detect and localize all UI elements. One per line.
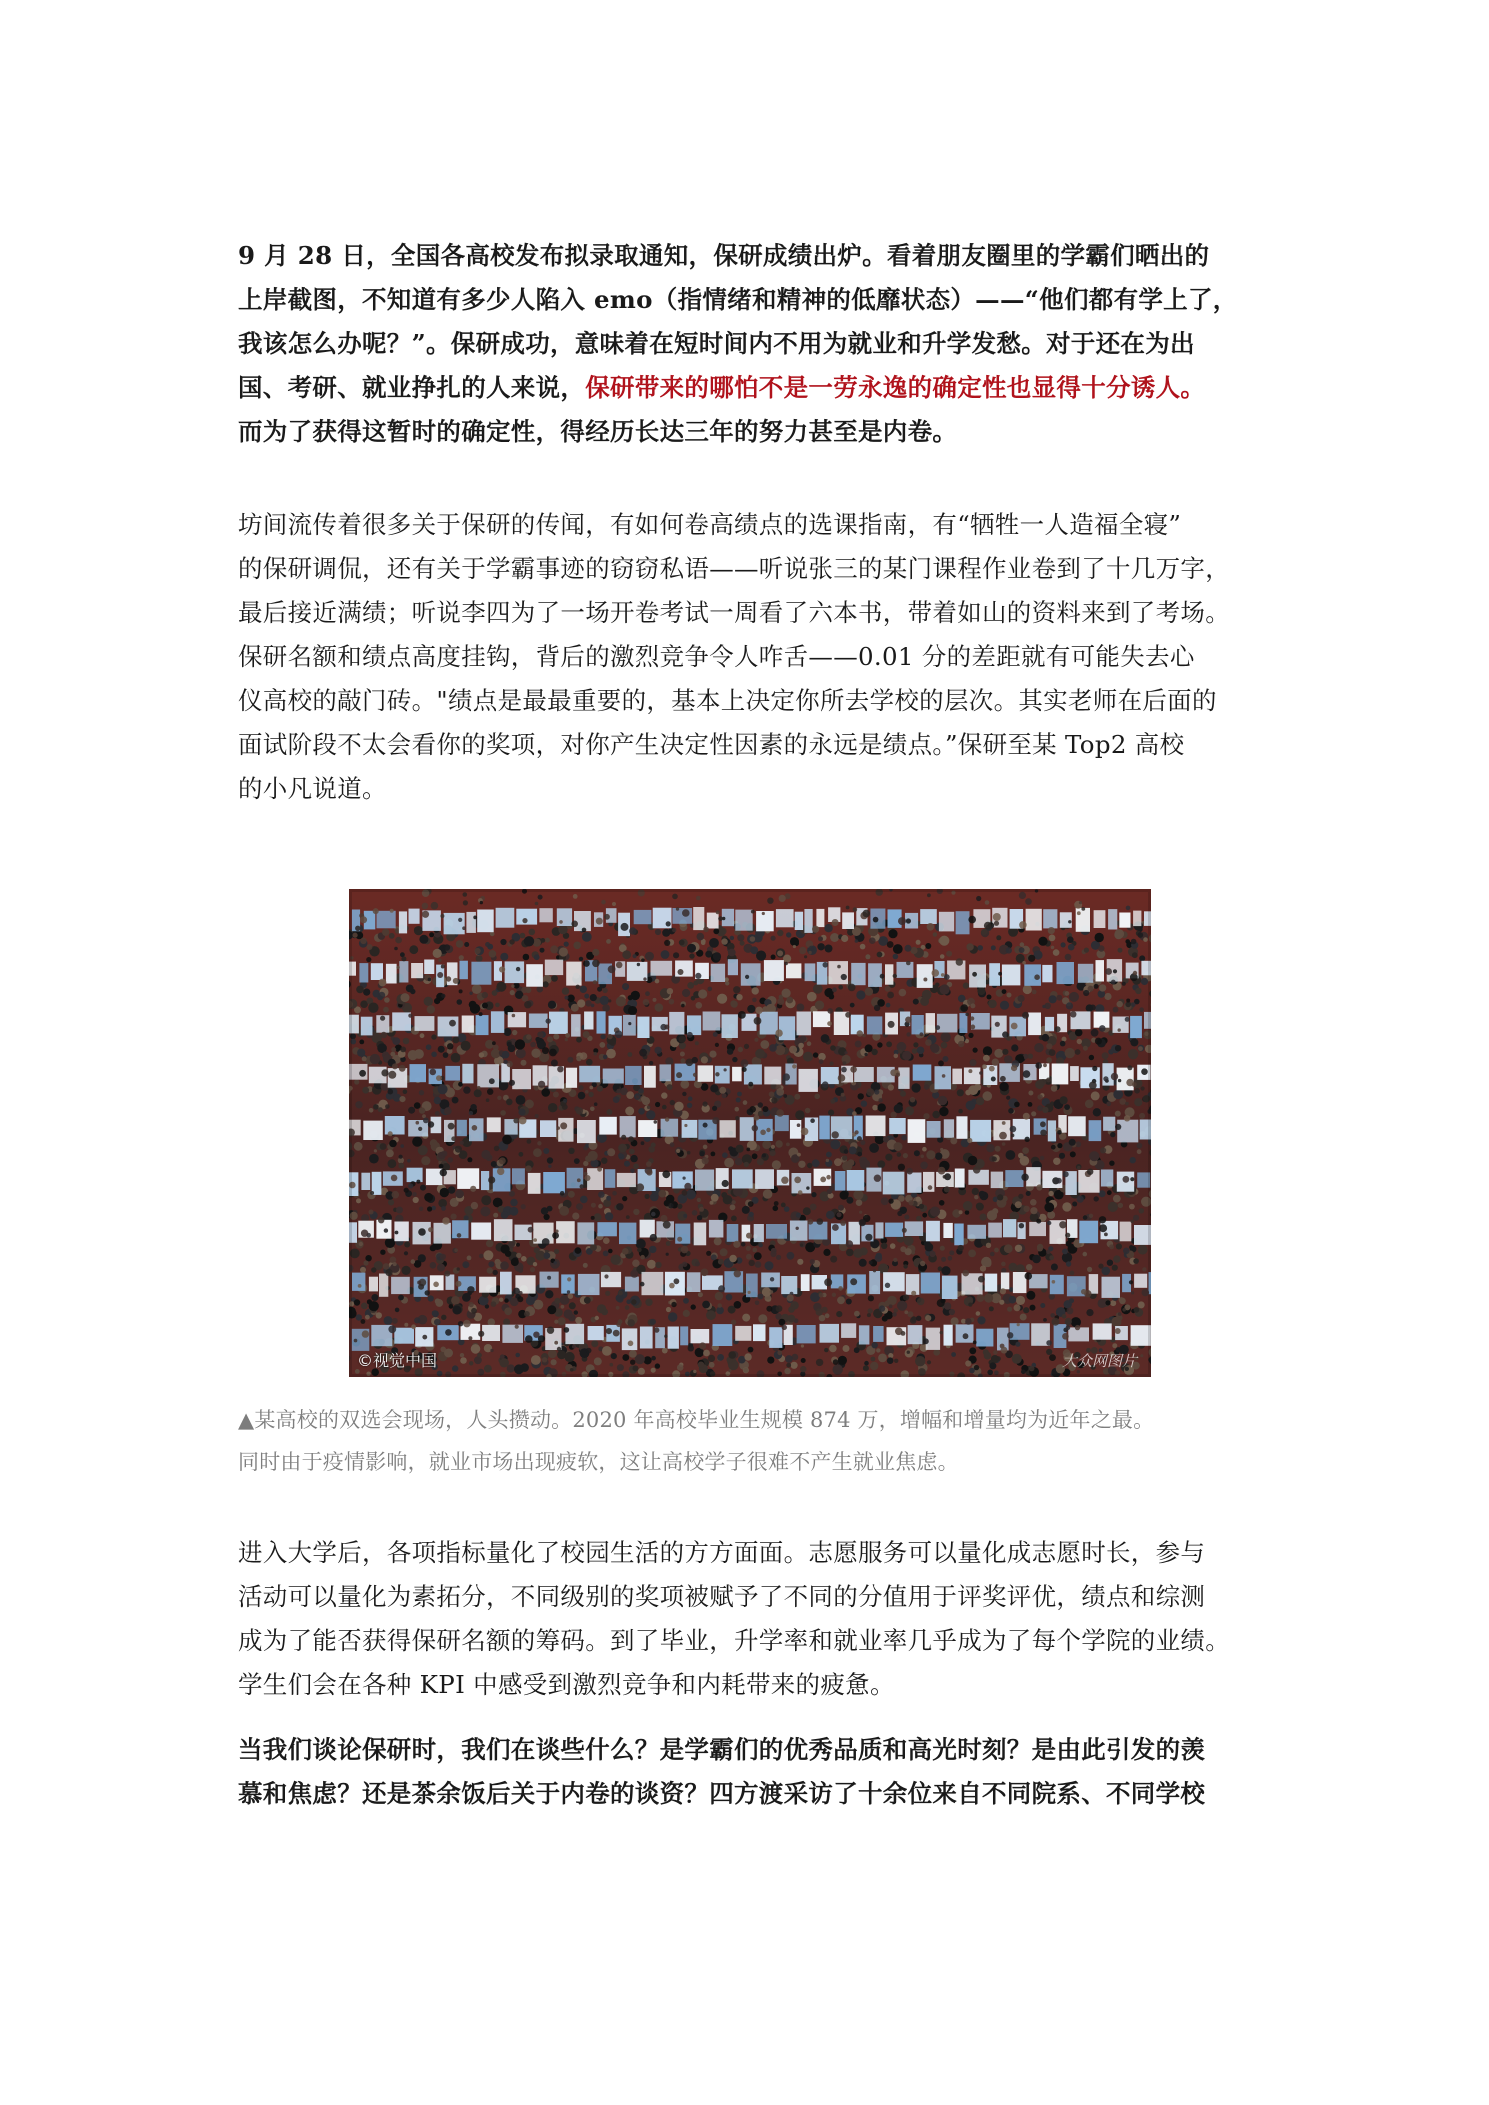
- text-line: 而为了获得这暂时的确定性，得经历长达三年的努力甚至是内卷。: [238, 417, 958, 446]
- text-line: 当我们谈论保研时，我们在谈些什么？是学霸们的优秀品质和高光时刻？是由此引发的羡: [238, 1735, 1206, 1764]
- crowd-illustration: [349, 889, 1151, 1377]
- text-line: 的小凡说道。: [238, 774, 387, 803]
- paragraph-question: [238, 1728, 1273, 1816]
- photo-caption: [238, 1399, 1273, 1483]
- text-line: 仪高校的敲门砖。"绩点是最最重要的，基本上决定你所去学校的层次。其实老师在后面的: [238, 686, 1217, 715]
- text-line: 最后接近满绩；听说李四为了一场开卷考试一周看了六本书，带着如山的资料来到了考场。: [238, 598, 1230, 627]
- caption-line: ▲某高校的双选会现场，人头攒动。2020 年高校毕业生规模 874 万，增幅和增量均为近年之最。: [238, 1408, 1155, 1432]
- highlighted-text: 保研带来的哪怕不是一劳永逸的确定性也显得十分诱人。: [585, 373, 1206, 402]
- paragraph-quantification: [238, 1531, 1273, 1707]
- text-line: 保研名额和绩点高度挂钩，背后的激烈竞争令人咋舌——0.01 分的差距就有可能失去心: [238, 642, 1195, 671]
- text-line: 活动可以量化为素拓分，不同级别的奖项被赋予了不同的分值用于评奖评优，绩点和综测: [238, 1582, 1206, 1611]
- paragraph-rumors: [238, 503, 1273, 811]
- caption-line: 同时由于疫情影响，就业市场出现疲软，这让高校学子很难不产生就业焦虑。: [238, 1450, 959, 1474]
- text-segment: 国、考研、就业挣扎的人来说，: [238, 373, 586, 402]
- text-line: 成为了能否获得保研名额的筹码。到了毕业，升学率和就业率几乎成为了每个学院的业绩。: [238, 1626, 1230, 1655]
- paragraph-intro: [238, 234, 1273, 454]
- text-line: 坊间流传着很多关于保研的传闻，有如何卷高绩点的选课指南，有“牺牲一人造福全寝”: [238, 510, 1182, 539]
- text-line: 9 月 28 日，全国各高校发布拟录取通知，保研成绩出炉。看着朋友圈里的学霸们晒出的: [238, 241, 1210, 270]
- job-fair-photo: [349, 889, 1151, 1377]
- text-line: 上岸截图，不知道有多少人陷入 emo（指情绪和精神的低靡状态）——“他们都有学上了，: [238, 285, 1238, 314]
- text-line: 进入大学后，各项指标量化了校园生活的方方面面。志愿服务可以量化成志愿时长，参与: [238, 1538, 1206, 1567]
- text-line: [238, 366, 1273, 410]
- text-line: 的保研调侃，还有关于学霸事迹的窃窃私语——听说张三的某门课程作业卷到了十几万字，: [238, 554, 1230, 583]
- text-line: 学生们会在各种 KPI 中感受到激烈竞争和内耗带来的疲惫。: [238, 1670, 895, 1699]
- photo-watermark-left: ©视觉中国: [357, 1351, 438, 1370]
- text-line: 慕和焦虑？还是茶余饭后关于内卷的谈资？四方渡采访了十余位来自不同院系、不同学校: [238, 1779, 1206, 1808]
- text-line: 面试阶段不太会看你的奖项，对你产生决定性因素的永远是绩点。”保研至某 Top2 高校: [238, 730, 1185, 759]
- text-line: 我该怎么办呢？”。保研成功，意味着在短时间内不用为就业和升学发愁。对于还在为出: [238, 329, 1195, 358]
- photo-watermark-right: 大众网图片: [1061, 1352, 1137, 1370]
